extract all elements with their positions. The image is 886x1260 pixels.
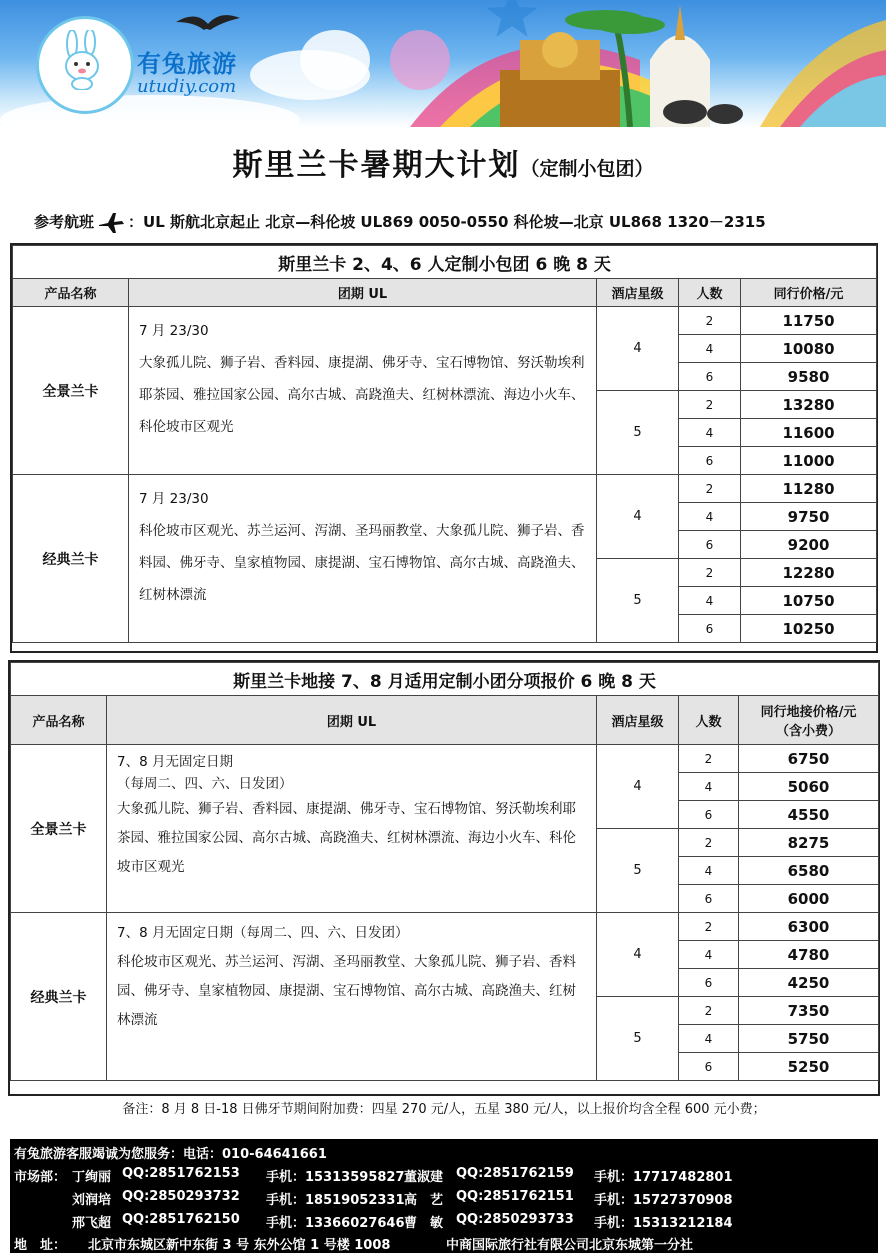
table-row xyxy=(11,745,879,773)
price: 11000 xyxy=(741,447,877,475)
hotel-star: 4 xyxy=(597,745,679,829)
tour-dates: 7、8 月无固定日期（每周二、四、六、日发团） xyxy=(117,925,409,941)
people-count: 2 xyxy=(679,307,741,335)
people-count: 4 xyxy=(679,857,739,885)
remark-note: 备注：8 月 8 日-18 日佛牙节期间附加费：四星 270 元/人，五星 380 元/人，以上报价均含全程 600 元小费； xyxy=(122,1102,766,1117)
people-count: 2 xyxy=(679,745,739,773)
price: 10250 xyxy=(741,615,877,643)
people-count: 2 xyxy=(679,913,739,941)
banner-decoration-image xyxy=(380,0,886,127)
product-itinerary xyxy=(107,913,597,1081)
hotel-star: 5 xyxy=(597,559,679,643)
header-banner xyxy=(0,0,886,127)
people-count: 2 xyxy=(679,559,741,587)
people-count: 2 xyxy=(679,829,739,857)
people-count: 6 xyxy=(679,801,739,829)
flight-label: 参考航班 xyxy=(34,213,95,231)
tour-schedule: （每周二、四、六、日发团） xyxy=(117,776,293,792)
service-hotline: 有兔旅游客服竭诚为您服务：电话：010-64641661 xyxy=(14,1147,327,1162)
contact-mobile: 手机：15313595827 xyxy=(266,1170,405,1185)
contact-footer xyxy=(10,1139,878,1253)
table2-header-product: 产品名称 xyxy=(11,696,107,745)
table2-caption: 斯里兰卡地接 7、8 月适用定制小团分项报价 6 晚 8 天 xyxy=(11,663,879,696)
address-label: 地 址： xyxy=(14,1238,67,1253)
people-count: 4 xyxy=(679,773,739,801)
hotel-star: 5 xyxy=(597,391,679,475)
contact-qq: QQ:2850293733 xyxy=(456,1212,574,1227)
contact-name: 董淑建 xyxy=(404,1170,444,1185)
price: 11600 xyxy=(741,419,877,447)
table2-header-people: 人数 xyxy=(679,696,739,745)
contact-qq: QQ:2851762151 xyxy=(456,1189,574,1204)
price: 6300 xyxy=(739,913,879,941)
price: 5750 xyxy=(739,1025,879,1053)
table-row xyxy=(11,913,879,941)
price: 10080 xyxy=(741,335,877,363)
contact-qq: QQ:2851762153 xyxy=(122,1166,240,1181)
price: 9750 xyxy=(741,503,877,531)
company-name: 中商国际旅行社有限公司北京东城第一分社 xyxy=(446,1238,694,1253)
contact-mobile: 手机：17717482801 xyxy=(594,1170,733,1185)
price: 6000 xyxy=(739,885,879,913)
contact-mobile: 手机：18519052331 xyxy=(266,1193,405,1208)
price: 13280 xyxy=(741,391,877,419)
price: 5060 xyxy=(739,773,879,801)
people-count: 6 xyxy=(679,531,741,559)
tour-dates: 7、8 月无固定日期 xyxy=(117,754,233,770)
people-count: 4 xyxy=(679,419,741,447)
table1-header-price: 同行价格/元 xyxy=(741,279,877,307)
price: 4550 xyxy=(739,801,879,829)
price: 8275 xyxy=(739,829,879,857)
contact-mobile: 手机：15313212184 xyxy=(594,1216,733,1231)
people-count: 6 xyxy=(679,615,741,643)
product-name: 全景兰卡 xyxy=(13,307,129,475)
hotel-star: 4 xyxy=(597,307,679,391)
address: 北京市东城区新中东街 3 号 东外公馆 1 号楼 1008 xyxy=(88,1238,391,1253)
contact-qq: QQ:2851762159 xyxy=(456,1166,574,1181)
product-itinerary xyxy=(129,307,597,475)
contact-name: 高 艺 xyxy=(404,1193,444,1208)
contact-name: 邢飞超 xyxy=(72,1216,112,1231)
people-count: 6 xyxy=(679,447,741,475)
people-count: 2 xyxy=(679,997,739,1025)
contact-name: 刘润培 xyxy=(72,1193,112,1208)
itinerary-text: 科伦坡市区观光、苏兰运河、泻湖、圣玛丽教堂、大象孤儿院、狮子岩、香料园、佛牙寺、皇家植物园、康提湖、宝石博物馆、高尔古城、高跷渔夫、红树林漂流 xyxy=(117,954,576,1028)
price-table-1 xyxy=(12,245,877,643)
market-label: 市场部： xyxy=(14,1170,67,1185)
itinerary-text: 大象孤儿院、狮子岩、香料园、康提湖、佛牙寺、宝石博物馆、努沃勒埃利耶茶园、雅拉国家公园、高尔古城、高跷渔夫、红树林漂流、海边小火车、科伦坡市区观光 xyxy=(139,355,585,435)
flight-info xyxy=(34,211,766,234)
table-row xyxy=(13,475,877,503)
price: 10750 xyxy=(741,587,877,615)
table2-header-hotel: 酒店星级 xyxy=(597,696,679,745)
people-count: 6 xyxy=(679,1053,739,1081)
itinerary-text: 科伦坡市区观光、苏兰运河、泻湖、圣玛丽教堂、大象孤儿院、狮子岩、香料园、佛牙寺、皇家植物园、康提湖、宝石博物馆、高尔古城、高跷渔夫、红树林漂流 xyxy=(139,523,585,603)
contact-mobile: 手机：15727370908 xyxy=(594,1193,733,1208)
flight-details: ：UL 斯航北京起止 北京—科伦坡 UL869 0050-0550 科伦坡—北京 UL868 1320－2315 xyxy=(128,213,766,231)
price: 11750 xyxy=(741,307,877,335)
price: 9580 xyxy=(741,363,877,391)
header-price-line2: （含小费） xyxy=(775,724,841,739)
price-table-2 xyxy=(10,662,879,1081)
header-price-line1: 同行地接价格/元 xyxy=(760,705,857,720)
contact-qq: QQ:2851762150 xyxy=(122,1212,240,1227)
table1-header-people: 人数 xyxy=(679,279,741,307)
price: 6750 xyxy=(739,745,879,773)
table1-header-dates: 团期 UL xyxy=(129,279,597,307)
contact-qq: QQ:2850293732 xyxy=(122,1189,240,1204)
people-count: 4 xyxy=(679,587,741,615)
people-count: 4 xyxy=(679,1025,739,1053)
airplane-icon xyxy=(98,212,124,234)
people-count: 4 xyxy=(679,503,741,531)
people-count: 6 xyxy=(679,363,741,391)
price: 12280 xyxy=(741,559,877,587)
hotel-star: 5 xyxy=(597,829,679,913)
hotel-star: 5 xyxy=(597,997,679,1081)
table1-caption: 斯里兰卡 2、4、6 人定制小包团 6 晚 8 天 xyxy=(13,246,877,279)
price: 4780 xyxy=(739,941,879,969)
product-itinerary xyxy=(107,745,597,913)
product-name: 全景兰卡 xyxy=(11,745,107,913)
product-name: 经典兰卡 xyxy=(13,475,129,643)
table2-header-price xyxy=(739,696,879,745)
brand-name: 有兔旅游 xyxy=(137,50,237,78)
table1-header-hotel: 酒店星级 xyxy=(597,279,679,307)
people-count: 6 xyxy=(679,885,739,913)
title-sub: （定制小包团） xyxy=(520,158,654,180)
rabbit-icon xyxy=(58,30,106,90)
hotel-star: 4 xyxy=(597,913,679,997)
price: 9200 xyxy=(741,531,877,559)
price: 4250 xyxy=(739,969,879,997)
brand-domain: utudiy.com xyxy=(137,76,237,97)
people-count: 2 xyxy=(679,475,741,503)
eagle-icon xyxy=(176,10,240,40)
people-count: 4 xyxy=(679,941,739,969)
product-name: 经典兰卡 xyxy=(11,913,107,1081)
people-count: 4 xyxy=(679,335,741,363)
contact-name: 曹 敏 xyxy=(404,1216,444,1231)
tour-dates: 7 月 23/30 xyxy=(139,323,209,339)
table1-header-product: 产品名称 xyxy=(13,279,129,307)
itinerary-text: 大象孤儿院、狮子岩、香料园、康提湖、佛牙寺、宝石博物馆、努沃勒埃利耶茶园、雅拉国家公园、高尔古城、高跷渔夫、红树林漂流、海边小火车、科伦坡市区观光 xyxy=(117,801,576,875)
product-itinerary xyxy=(129,475,597,643)
people-count: 2 xyxy=(679,391,741,419)
contact-mobile: 手机：13366027646 xyxy=(266,1216,405,1231)
table2-header-dates: 团期 UL xyxy=(107,696,597,745)
price: 6580 xyxy=(739,857,879,885)
page-title xyxy=(0,140,886,184)
hotel-star: 4 xyxy=(597,475,679,559)
price: 11280 xyxy=(741,475,877,503)
contact-name: 丁绚丽 xyxy=(72,1170,112,1185)
table-row xyxy=(13,307,877,335)
tour-dates: 7 月 23/30 xyxy=(139,491,209,507)
price: 7350 xyxy=(739,997,879,1025)
price: 5250 xyxy=(739,1053,879,1081)
title-main: 斯里兰卡暑期大计划 xyxy=(232,148,521,183)
people-count: 6 xyxy=(679,969,739,997)
